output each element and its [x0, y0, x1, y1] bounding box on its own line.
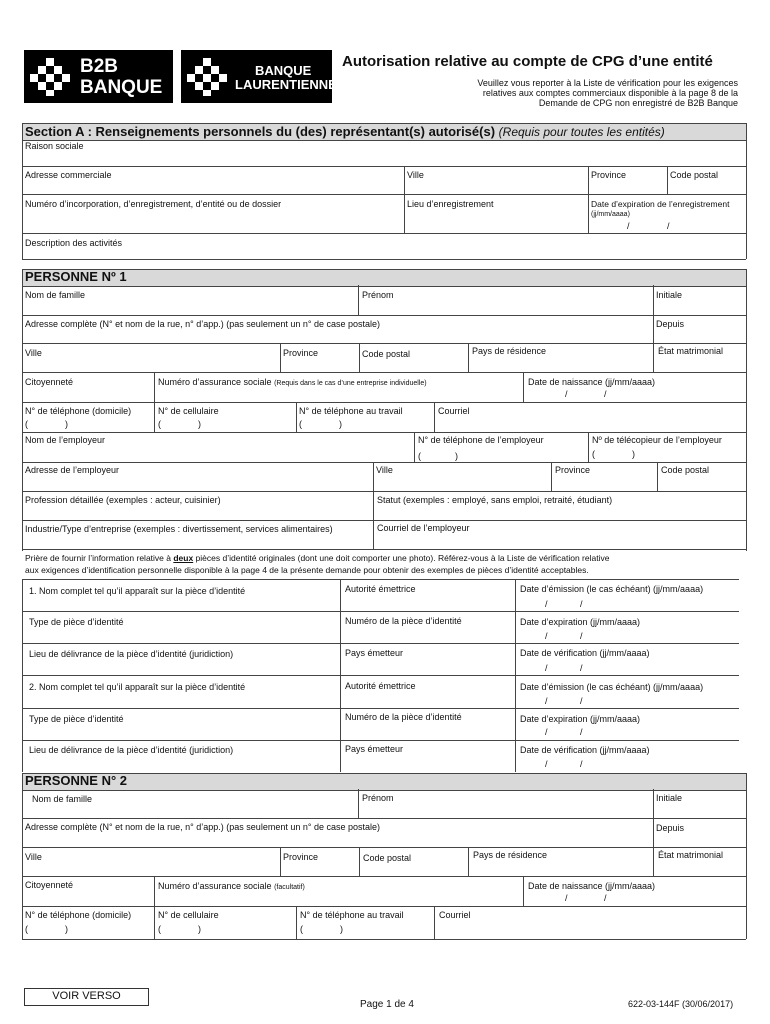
p1-tel-dom-label: N° de téléphone (domicile): [25, 406, 132, 416]
p2-pays-label: Pays de résidence: [473, 850, 548, 860]
logo-banque-text: BANQUE: [255, 63, 312, 78]
p2-nas-label: Numéro d’assurance sociale (facultatif): [158, 881, 305, 891]
p1-province-field[interactable]: [281, 344, 358, 371]
raison-sociale-label: Raison sociale: [25, 141, 84, 151]
province-field[interactable]: [589, 167, 666, 194]
paren: (: [300, 924, 303, 934]
date-slash: /: [565, 893, 568, 903]
p1-pays-field[interactable]: [469, 344, 652, 371]
p1-naissance-field[interactable]: [524, 387, 745, 401]
p1-ville-emp-field[interactable]: [374, 463, 550, 490]
numero-incorporation-field[interactable]: [23, 195, 403, 233]
paren: ): [65, 924, 68, 934]
p1-industrie-field[interactable]: [23, 521, 372, 548]
p2-adresse-label: Adresse complète (N° et nom de la rue, n° d’app.) (pas seulement un n° de case postale): [25, 822, 380, 832]
id2-pays-field[interactable]: [341, 741, 514, 771]
paren: ): [455, 451, 458, 461]
header-note-line3: Demande de CPG non enregistré de B2B Banque: [538, 98, 738, 108]
id2-pays-label: Pays émetteur: [345, 744, 404, 754]
p2-ville-field[interactable]: [23, 848, 279, 875]
p2-nom-field[interactable]: [23, 790, 357, 817]
p1-profession-field[interactable]: [23, 492, 372, 519]
p1-citoyennete-field[interactable]: [23, 373, 153, 401]
date-slash: /: [565, 389, 568, 399]
p1-initiale-label: Initiale: [656, 290, 683, 300]
date-slash: /: [580, 599, 583, 609]
lieu-enregistrement-label: Lieu d’enregistrement: [407, 199, 494, 209]
description-field[interactable]: [23, 234, 745, 258]
page-title: Autorisation relative au compte de CPG d’une entité: [342, 53, 713, 70]
p1-cell-label: N° de cellulaire: [158, 406, 219, 416]
p1-adresse-employeur-label: Adresse de l’employeur: [25, 465, 120, 475]
code-postal-label: Code postal: [670, 170, 719, 180]
p1-nom-label: Nom de famille: [25, 290, 86, 300]
p2-nas-field[interactable]: [155, 877, 522, 905]
id1-numero-label: Numéro de la pièce d’identité: [345, 616, 462, 626]
numero-incorporation-label: Numéro d’incorporation, d’enregistrement, d’entité ou de dossier: [25, 199, 282, 209]
p1-province-emp-field[interactable]: [552, 463, 656, 490]
personne1-title: PERSONNE Nº 1: [25, 269, 127, 284]
p1-nas-field[interactable]: [155, 373, 522, 401]
id1-lieu-label: Lieu de délivrance de la pièce d’identité (juridiction): [29, 649, 234, 659]
logo-banque-text: BANQUE: [80, 77, 163, 98]
id1-nom-label: 1. Nom complet tel qu’il apparaît sur la pièce d’identité: [29, 586, 246, 596]
p1-depuis-field[interactable]: [654, 316, 745, 342]
p2-nom-label: Nom de famille: [32, 794, 93, 804]
id1-nom-field[interactable]: [23, 580, 339, 610]
paren: (: [25, 419, 28, 429]
date-slash: /: [667, 221, 670, 231]
date-slash: /: [545, 696, 548, 706]
date-slash: /: [545, 631, 548, 641]
p2-citoyennete-label: Citoyenneté: [25, 880, 74, 890]
p2-naissance-field[interactable]: [524, 891, 745, 905]
p1-tel-travail-label: N° de téléphone au travail: [299, 406, 403, 416]
p2-adresse-field[interactable]: [23, 819, 652, 846]
province-label: Province: [591, 170, 627, 180]
date-slash: /: [580, 696, 583, 706]
p1-province-label: Province: [283, 348, 319, 358]
id1-expiration-label: Date d’expiration (jj/mm/aaaa): [520, 617, 641, 627]
id1-emission-label: Date d’émission (le cas échéant) (jj/mm/aaaa): [520, 584, 704, 594]
paren: ): [632, 449, 635, 459]
adresse-commerciale-field[interactable]: [23, 167, 403, 194]
date-slash: /: [580, 759, 583, 769]
header-note-line1: Veuillez vous reporter à la Liste de vérification pour les exigences: [477, 78, 738, 88]
id2-lieu-field[interactable]: [23, 741, 339, 771]
date-slash: /: [580, 727, 583, 737]
p2-code-postal-label: Code postal: [363, 853, 412, 863]
paren: (: [25, 924, 28, 934]
id2-type-label: Type de pièce d’identité: [29, 714, 124, 724]
adresse-commerciale-label: Adresse commerciale: [25, 170, 112, 180]
p2-ville-label: Ville: [25, 852, 42, 862]
p1-code-postal-emp-field[interactable]: [658, 463, 745, 490]
id2-expiration-field[interactable]: [516, 726, 739, 739]
paren: ): [340, 924, 343, 934]
p1-etat-label: État matrimonial: [658, 346, 724, 356]
id1-pays-field[interactable]: [341, 644, 514, 674]
p1-id-note-line1: Prière de fournir l’information relative à deux pièces d’identité originales (dont une doit comporter une photo). Référez-vous à la Liste de vérification relative: [25, 553, 610, 563]
p1-industrie-label: Industrie/Type d’entreprise (exemples : divertissement, services alimentaires): [25, 524, 333, 534]
p2-depuis-label: Depuis: [656, 823, 685, 833]
paren: ): [65, 419, 68, 429]
p2-prenom-label: Prénom: [362, 793, 394, 803]
p1-employeur-field[interactable]: [23, 433, 413, 461]
p1-id-note-line2: aux exigences d’identification personnelle disponible à la page 4 de la présente demande pour obtenir des exemples de pièces d’identité acceptables.: [25, 565, 589, 575]
id2-type-field[interactable]: [23, 709, 339, 739]
date-slash: /: [580, 631, 583, 641]
p2-tel-travail-field[interactable]: [297, 922, 433, 937]
p1-employeur-label: Nom de l’employeur: [25, 435, 106, 445]
p1-fax-employeur-label: Nº de télécopieur de l’employeur: [592, 435, 722, 445]
id1-emission-field[interactable]: [516, 597, 739, 610]
p1-etat-field[interactable]: [654, 344, 745, 371]
personne1-header: [22, 269, 746, 287]
p1-ville-label: Ville: [25, 348, 42, 358]
p1-nas-label: Numéro d’assurance sociale (Requis dans le cas d’une entreprise individuelle): [158, 377, 427, 387]
banque-laurentienne-logo: [181, 50, 337, 103]
p2-tel-dom-field[interactable]: [23, 922, 153, 937]
id2-numero-label: Numéro de la pièce d’identité: [345, 712, 462, 722]
id2-nom-field[interactable]: [23, 676, 339, 706]
p1-tel-employeur-label: N° de téléphone de l’employeur: [418, 435, 544, 445]
paren: ): [198, 924, 201, 934]
paren: (: [592, 449, 595, 459]
p2-tel-dom-label: N° de téléphone (domicile): [25, 910, 132, 920]
p1-tel-dom-field[interactable]: [23, 417, 153, 431]
date-slash: /: [604, 389, 607, 399]
id2-autorite-field[interactable]: [341, 676, 514, 706]
id2-nom-label: 2. Nom complet tel qu’il apparaît sur la pièce d’identité: [29, 682, 246, 692]
header-note-line2: relatives aux comptes commerciaux disponible à la page 8 de la: [482, 88, 738, 98]
p1-pays-label: Pays de résidence: [472, 346, 547, 356]
p1-statut-label: Statut (exemples : employé, sans emploi, retraité, étudiant): [377, 495, 613, 505]
id2-verification-field[interactable]: [516, 757, 739, 771]
logo-b2b-text: B2B: [80, 56, 119, 77]
p1-statut-field[interactable]: [374, 492, 745, 519]
id1-lieu-field[interactable]: [23, 644, 339, 674]
date-slash: /: [604, 893, 607, 903]
paren: (: [299, 419, 302, 429]
p1-profession-label: Profession détaillée (exemples : acteur, cuisinier): [25, 495, 221, 505]
p1-adresse-employeur-field[interactable]: [23, 463, 372, 490]
p1-code-postal-label: Code postal: [362, 349, 411, 359]
id1-expiration-field[interactable]: [516, 629, 739, 642]
p2-pays-field[interactable]: [469, 848, 652, 875]
p2-prenom-field[interactable]: [359, 790, 652, 817]
p1-province-emp-label: Province: [555, 465, 591, 475]
date-expiration-field[interactable]: [589, 218, 745, 233]
p2-tel-travail-label: N° de téléphone au travail: [300, 910, 404, 920]
p1-code-postal-emp-label: Code postal: [661, 465, 710, 475]
p1-ville-field[interactable]: [23, 344, 279, 371]
p2-province-field[interactable]: [281, 848, 358, 875]
ville-label: Ville: [407, 170, 424, 180]
personne2-header: [22, 773, 746, 791]
code-postal-field[interactable]: [668, 167, 745, 194]
id2-autorite-label: Autorité émettrice: [345, 681, 416, 691]
description-label: Description des activités: [25, 238, 123, 248]
p2-initiale-label: Initiale: [656, 793, 683, 803]
p2-naissance-label: Date de naissance (jj/mm/aaaa): [528, 881, 656, 891]
p1-initiale-field[interactable]: [654, 287, 745, 314]
p1-citoyennete-label: Citoyenneté: [25, 377, 74, 387]
form-code: 622-03-144F (30/06/2017): [628, 999, 734, 1009]
p2-depuis-field[interactable]: [654, 819, 745, 846]
p1-courriel-emp-field[interactable]: [374, 521, 745, 548]
voir-verso-label: VOIR VERSO: [52, 990, 121, 1002]
id2-emission-label: Date d’émission (le cas échéant) (jj/mm/aaaa): [520, 682, 704, 692]
p1-naissance-label: Date de naissance (jj/mm/aaaa): [528, 377, 656, 387]
p2-courriel-label: Courriel: [439, 910, 471, 920]
p1-courriel-label: Courriel: [438, 406, 470, 416]
flower-logo-icon: [185, 56, 229, 98]
p2-cell-field[interactable]: [155, 922, 295, 937]
raison-sociale-field[interactable]: [23, 140, 745, 166]
p2-courriel-field[interactable]: [435, 907, 745, 938]
p1-adresse-field[interactable]: [23, 316, 652, 342]
date-slash: /: [627, 221, 630, 231]
p1-depuis-label: Depuis: [656, 319, 685, 329]
p1-courriel-field[interactable]: [435, 403, 745, 431]
p2-citoyennete-field[interactable]: [23, 877, 153, 905]
id2-numero-field[interactable]: [341, 709, 514, 739]
p1-prenom-field[interactable]: [359, 287, 652, 314]
id1-type-label: Type de pièce d’identité: [29, 617, 124, 627]
lieu-enregistrement-field[interactable]: [405, 195, 587, 233]
p1-code-postal-field[interactable]: [360, 344, 467, 371]
id2-verification-label: Date de vérification (jj/mm/aaaa): [520, 745, 650, 755]
id1-pays-label: Pays émetteur: [345, 648, 404, 658]
date-slash: /: [545, 663, 548, 673]
paren: ): [198, 419, 201, 429]
p2-cell-label: N° de cellulaire: [158, 910, 219, 920]
paren: (: [158, 419, 161, 429]
p1-courriel-emp-label: Courriel de l’employeur: [377, 523, 470, 533]
p1-prenom-label: Prénom: [362, 290, 394, 300]
paren: (: [418, 451, 421, 461]
p2-etat-field[interactable]: [654, 848, 745, 875]
p2-code-postal-field[interactable]: [360, 848, 467, 875]
p1-cell-field[interactable]: [155, 417, 295, 431]
id1-verification-field[interactable]: [516, 661, 739, 674]
ville-field[interactable]: [405, 167, 587, 194]
id2-expiration-label: Date d’expiration (jj/mm/aaaa): [520, 714, 641, 724]
paren: ): [339, 419, 342, 429]
p1-nom-field[interactable]: [23, 287, 357, 314]
id2-lieu-label: Lieu de délivrance de la pièce d’identité (juridiction): [29, 745, 234, 755]
section-a-title: Section A : Renseignements personnels du (des) représentant(s) autorisé(s) (Requis pour toutes les entités): [25, 124, 665, 139]
personne2-title: PERSONNE N° 2: [25, 773, 128, 788]
b2b-banque-logo: [24, 50, 173, 103]
id1-autorite-field[interactable]: [341, 580, 514, 610]
paren: (: [158, 924, 161, 934]
id2-emission-field[interactable]: [516, 694, 739, 707]
p1-tel-employeur-field[interactable]: [415, 448, 587, 461]
id1-autorite-label: Autorité émettrice: [345, 584, 416, 594]
date-slash: /: [545, 599, 548, 609]
p1-tel-travail-field[interactable]: [297, 417, 433, 431]
page-number: Page 1 de 4: [360, 999, 414, 1010]
date-slash: /: [545, 759, 548, 769]
p2-initiale-field[interactable]: [654, 790, 745, 817]
logo-laurentienne-text: LAURENTIENNE: [235, 77, 337, 92]
date-slash: /: [545, 727, 548, 737]
p2-etat-label: État matrimonial: [658, 850, 724, 860]
flower-logo-icon: [28, 56, 72, 98]
date-expiration-label: Date d’expiration de l’enregistrement: [591, 199, 730, 209]
p1-fax-employeur-field[interactable]: [589, 447, 745, 461]
id1-verification-label: Date de vérification (jj/mm/aaaa): [520, 648, 650, 658]
id1-type-field[interactable]: [23, 612, 339, 642]
id1-numero-field[interactable]: [341, 612, 514, 642]
p1-adresse-label: Adresse complète (N° et nom de la rue, n° d’app.) (pas seulement un n° de case postale): [25, 319, 380, 329]
date-slash: /: [580, 663, 583, 673]
date-format-label: (jj/mm/aaaa): [591, 211, 630, 218]
p2-province-label: Province: [283, 852, 319, 862]
p1-ville-emp-label: Ville: [376, 465, 393, 475]
